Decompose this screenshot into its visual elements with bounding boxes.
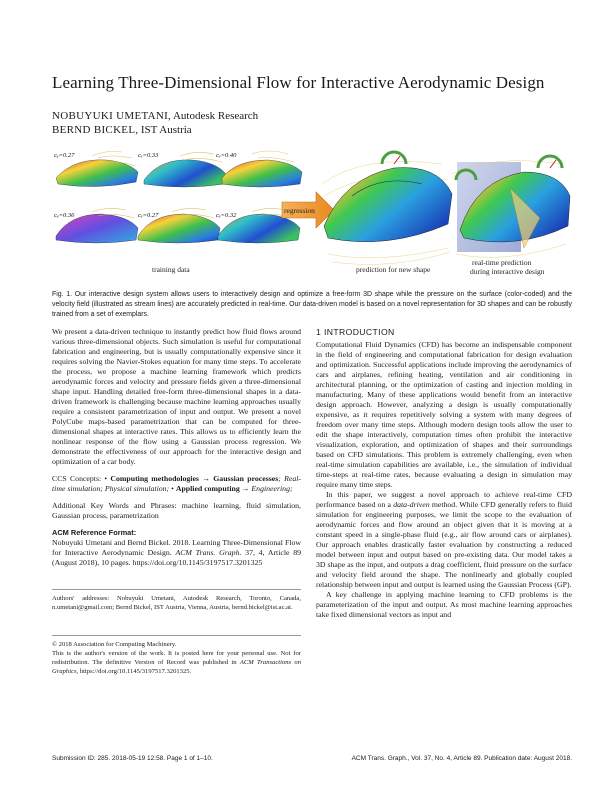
footer-journal: ACM Trans. Graph., Vol. 37, No. 4, Article 89. Publication date: August 2018. — [351, 755, 572, 762]
cd-label-3: cₑ=0.40 — [216, 152, 237, 159]
intro-paragraph-1: Computational Fluid Dynamics (CFD) has become an indispensable component in the field of engineering and computational fabrication for design evaluation and optimization. Successful applications include improving the aerodynamics of cars and airplanes, refining heating, ventilation and air conditioning in architectural planning, or the optimization of casting and injection molding in manufacturing. Many of these applications would benefit from an interactive design approach. However, analyzing a design is usually computationally expensive, as it requires repetitively solving a system with many degrees of freedom over many time steps. Although modern design tools allow the user to edit the shape interactively, computation times often prohibit the interactive visualization, exploration, and optimization of shapes and their surroundings based on CFD simulations. This problem is extremely challenging, even when real-time simulation capabilities are available, i.e., the simulation of individual time-steps at real-time rates, because evaluating a design in simulation may require many time steps. — [316, 340, 572, 489]
footnote-divider — [52, 589, 301, 590]
author-affiliation: , Autodesk Research — [168, 110, 259, 122]
realtime-label-1: real-time prediction — [472, 258, 532, 267]
acm-journal: ACM Trans. Graph. — [175, 548, 242, 557]
author-name: BERND BICKEL — [52, 124, 136, 136]
cd-label-4: cₑ=0.36 — [54, 212, 75, 219]
drag-gauge-2 — [538, 156, 562, 168]
figure-caption: Fig. 1. Our interactive design system allows users to interactively design and optimize a free-form 3D shape while the pressure on the surface (color-coded) and the velocity field (illustrated as stream lines) are accurately predicted in real-time. Our data-driven model is based on a novel representation for 3D shapes and can be robustly trained from a set of exemplars. — [52, 291, 572, 318]
left-column — [52, 327, 301, 676]
regression-label: regression — [284, 206, 315, 215]
copyright-text-a: This is the author's version of the work. It is posted here for your personal use. Not for redistribution. The definitive Version of Record was published in — [52, 650, 301, 666]
ccs-term-1: Computing methodologies — [110, 474, 199, 483]
acm-reference-b: 37, 4, Article 89 (August 2018), 10 pages. https://doi.org/10.1145/3197517.3201325 — [52, 548, 302, 567]
ccs-concepts — [52, 474, 301, 494]
realtime-car — [452, 156, 570, 257]
teaser-figure — [52, 144, 572, 282]
ccs-term-5: Engineering; — [251, 484, 293, 493]
author-line-2 — [52, 124, 192, 136]
ccs-prefix: CCS Concepts: • — [52, 474, 111, 483]
cd-label-5: cₑ=0.27 — [138, 212, 159, 219]
acm-reference-heading: ACM Reference Format: — [52, 528, 137, 537]
cd-label-1: cₑ=0.27 — [54, 152, 75, 159]
copyright-text-b: , https://doi.org/10.1145/3197517.3201325. — [76, 668, 192, 675]
copyright-notice — [52, 649, 301, 676]
cd-label-2: cₑ=0.33 — [138, 152, 159, 159]
ccs-term-2: Gaussian processes — [213, 474, 279, 483]
keywords: Additional Key Words and Phrases: machine learning, fluid simulation, Gaussian process, parametrization — [52, 501, 301, 520]
ccs-bullet: • — [169, 484, 176, 493]
abstract: We present a data-driven technique to instantly predict how fluid flows around various three-dimensional objects. Such simulation is useful for computational fabrication and engineering, but is usually computationally expensive since it requires solving the Navier-Stokes equation for many time steps. To accelerate the process, we propose a machine learning framework which predicts aerodynamic forces and velocity and pressure fields given a three-dimensional shape input. Handling detailed free-form three-dimensional shapes in a data-driven framework is challenging because machine learning approaches usually require a consistent parametrization of input and output. We present a novel PolyCube maps-based parametrization that can be computed for three-dimensional shapes at interactive rates. This allows us to efficiently learn the nonlinear response of the flow using a Gaussian process regression. We demonstrate the effectiveness of our approach for the interactive design and optimization of a car body. — [52, 327, 301, 466]
author-affiliation: , IST Austria — [135, 124, 192, 136]
intro-p2-b: method. While CFD generally refers to fluid simulation for engineering purposes, we limit the scope to the evaluation of aerodynamic forces and flow around an object given that it is moving at a constant speed in a single-phase fluid (e.g., air flow around cars or airplanes). Our approach enables drastically faster evaluation by constructing a reduced model between input and output based on pre-existing data. Our model takes a 3D shape as the input, and outputs a drag coefficient, fluid pressure on the surface and velocity field around the shape. The nonlinearly and globally coupled relationship between input and output is learned using the Gaussian Process (GP). — [316, 500, 572, 589]
author-line-1 — [52, 110, 258, 122]
authors-address: Authors' addresses: Nobuyuki Umetani, Autodesk Research, Toronto, Canada, n.umetani@gmail.com; Bernd Bickel, IST Austria, Vienna, Austria, bernd.bickel@ist.ac.at. — [52, 595, 301, 611]
cd-label-6: cₑ=0.32 — [216, 212, 237, 219]
intro-paragraph-2 — [316, 490, 572, 590]
training-data-label: training data — [152, 265, 190, 274]
intro-p2-a: In this paper, we suggest a novel approach to achieve real-time CFD performance based on a — [316, 490, 572, 509]
ccs-terms-3: ; Real-time simulation; Physical simulation; — [52, 474, 301, 493]
acm-reference-a: Nobuyuki Umetani and Bernd Bickel. 2018. Learning Three-Dimensional Flow for Interactive Aerodynamic Design. — [52, 538, 301, 557]
prediction-label: prediction for new shape — [356, 265, 431, 274]
ccs-arrow-2: → — [239, 484, 252, 493]
realtime-label-2: during interactive design — [470, 267, 545, 276]
copyright-divider — [52, 635, 301, 636]
intro-p2-emphasis: data-driven — [393, 500, 430, 509]
ccs-term-4: Applied computing — [175, 484, 240, 493]
section-heading: 1 INTRODUCTION — [316, 327, 395, 337]
ccs-arrow-1: → — [198, 474, 214, 483]
copyright-journal: ACM Transactions on Graphics — [52, 659, 301, 675]
author-name: NOBUYUKI UMETANI — [52, 110, 169, 122]
acm-reference — [52, 538, 301, 568]
copyright-line: © 2018 Association for Computing Machinery. — [52, 641, 177, 648]
prediction-car — [322, 152, 452, 264]
footer-submission: Submission ID: 285. 2018-05-19 12:58. Page 1 of 1–10. — [52, 755, 213, 762]
intro-paragraph-3: A key challenge in applying machine learning to CFD problems is the parameterization of the input and output. As most machine learning approaches take fixed dimensional vectors as input and — [316, 590, 572, 619]
paper-title: Learning Three-Dimensional Flow for Interactive Aerodynamic Design — [52, 73, 545, 92]
right-column — [316, 327, 572, 620]
